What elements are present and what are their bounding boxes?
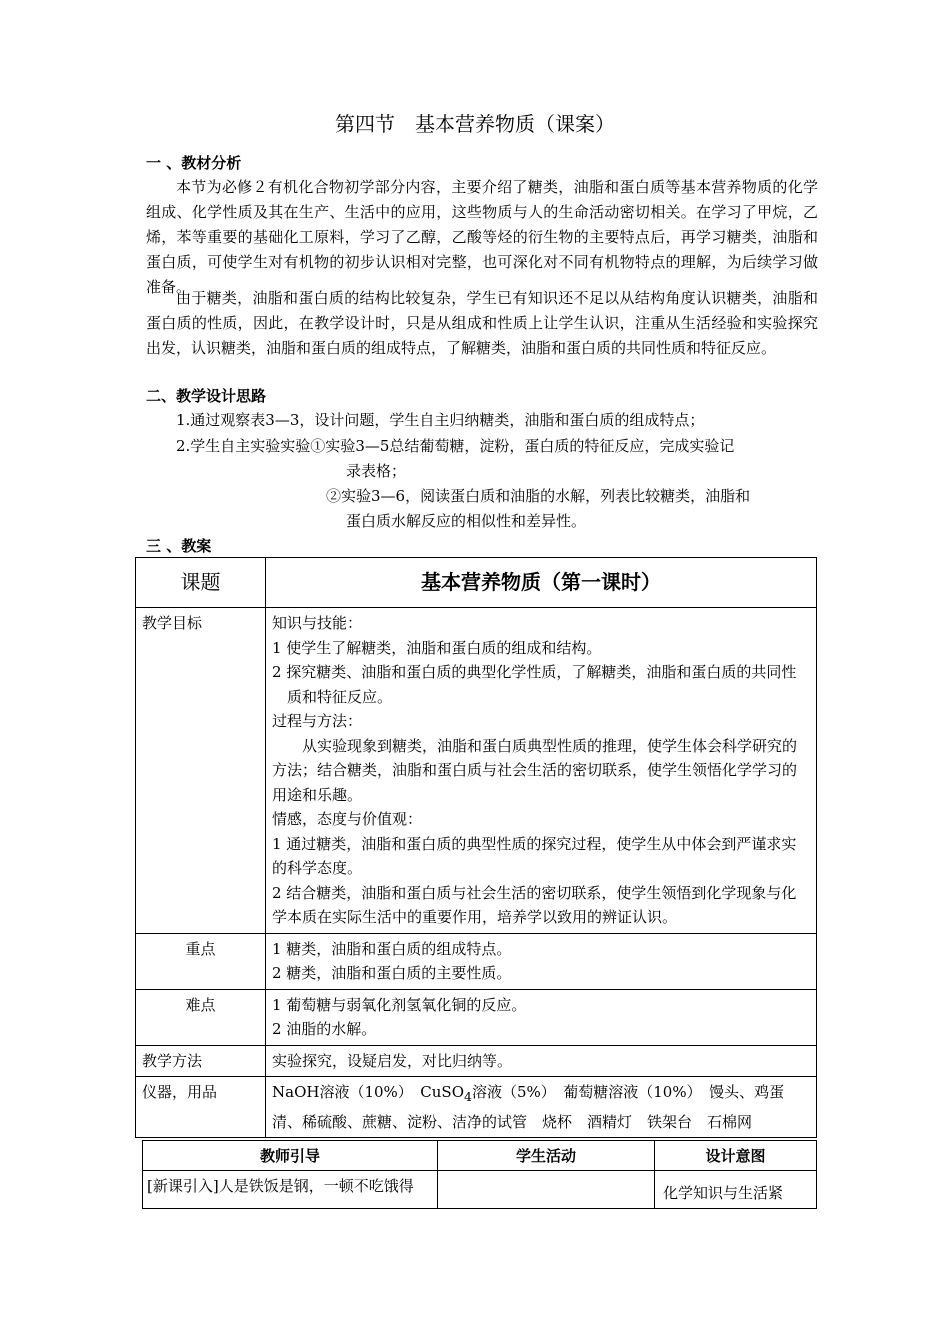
table-row <box>136 1045 817 1077</box>
goals-label: 教学目标 <box>136 608 266 934</box>
section-heading-analysis: 一 、教材分析 <box>146 154 242 172</box>
goals-knowledge-1: 1 使学生了解糖类，油脂和蛋白质的组成和结构。 <box>272 638 602 657</box>
instruments-cell <box>266 1077 817 1138</box>
lesson-plan-table <box>135 557 817 1138</box>
analysis-paragraph-2: 由于糖类，油脂和蛋白质的结构比较复杂，学生已有知识还不足以从结构角度认识糖类，油脂和蛋白质的性质，因此，在教学设计时，只是从组成和性质上让学生认识，注重从生活经验和实验探究出发，认识糖类，油脂和蛋白质的组成特点，了解糖类，油脂和蛋白质的共同性质和特征反应。 <box>146 289 818 357</box>
design-item-2: 2.学生自主实验实验①实验3—5总结葡萄糖，淀粉，蛋白质的特征反应，完成实验记 <box>176 437 735 455</box>
key-points-cell <box>266 933 817 989</box>
key-point-1: 1 糖类，油脂和蛋白质的组成特点。 <box>272 939 512 958</box>
key-points-label: 重点 <box>136 933 266 989</box>
column-header-student: 学生活动 <box>438 1141 655 1171</box>
table-row <box>136 933 817 989</box>
goals-emotion-2: 2 结合糖类，油脂和蛋白质与社会生活的密切联系，使学生领悟到化学现象与化学本质在实际生活中的重要作用，培养学以致用的辨证认识。 <box>272 883 797 926</box>
goals-knowledge-2: 2 探究糖类、油脂和蛋白质的典型化学性质，了解糖类，油脂和蛋白质的共同性质和特征反应。 <box>272 663 797 706</box>
intent-cell: 化学知识与生活紧 <box>655 1171 817 1209</box>
goals-emotion-1: 1 通过糖类，油脂和蛋白质的典型性质的探究过程，使学生从中体会到严谨求实的科学态度。 <box>272 834 797 877</box>
instruments-label: 仪器，用品 <box>136 1077 266 1138</box>
table-row <box>143 1171 817 1209</box>
teaching-process-table <box>142 1140 817 1209</box>
column-header-intent: 设计意图 <box>655 1141 817 1171</box>
goals-cell <box>266 608 817 934</box>
difficulties-cell <box>266 989 817 1045</box>
instruments-subscript: 4 <box>464 1089 472 1104</box>
design-item-2-cont: 录表格； <box>346 462 407 480</box>
method-label: 教学方法 <box>136 1045 266 1077</box>
goals-knowledge-heading: 知识与技能： <box>272 614 363 632</box>
goals-emotion-heading: 情感，态度与价值观： <box>272 810 423 828</box>
table-header-row <box>143 1141 817 1171</box>
method-value: 实验探究，设疑启发，对比归纳等。 <box>266 1045 817 1077</box>
difficulties-label: 难点 <box>136 989 266 1045</box>
column-header-teacher: 教师引导 <box>143 1141 438 1171</box>
analysis-paragraph-1: 本节为必修２有机化合物初学部分内容，主要介绍了糖类，油脂和蛋白质等基本营养物质的化学组成、化学性质及其在生产、生活中的应用，这些物质与人的生命活动密切相关。在学习了甲烷，乙烯，苯等重要的基础化工原料，学习了乙醇，乙酸等烃的衍生物的主要特点后，再学习糖类，油脂和蛋白质，可使学生对有机物的初步认识相对完整，也可深化对不同有机物特点的理解，为后续学习做准备。 <box>146 178 818 296</box>
table-row <box>136 1077 817 1138</box>
goals-process-1: 从实验现象到糖类，油脂和蛋白质典型性质的推理，使学生体会科学研究的方法；结合糖类，油脂和蛋白质与社会生活的密切联系，使学生领悟化学学习的用途和乐趣。 <box>272 736 798 804</box>
design-item-3: ②实验3—6，阅读蛋白质和油脂的水解，列表比较糖类，油脂和 <box>326 487 751 505</box>
section-heading-design: 二、教学设计思路 <box>146 387 267 405</box>
page-title: 第四节 基本营养物质（课案） <box>335 112 615 136</box>
goals-process-heading: 过程与方法： <box>272 712 363 730</box>
student-cell <box>438 1171 655 1209</box>
difficulty-1: 1 葡萄糖与弱氧化剂氢氧化铜的反应。 <box>272 995 527 1014</box>
key-point-2: 2 糖类，油脂和蛋白质的主要性质。 <box>272 964 512 982</box>
table-row <box>136 558 817 608</box>
design-item-3-cont: 蛋白质水解反应的相似性和差异性。 <box>346 512 587 530</box>
design-item-1: 1.通过观察表3—3，设计问题，学生自主归纳糖类，油脂和蛋白质的组成特点； <box>176 411 705 429</box>
topic-value: 基本营养物质（第一课时） <box>266 558 817 608</box>
difficulty-2: 2 油脂的水解。 <box>272 1020 377 1038</box>
section-heading-plan: 三 、教案 <box>146 537 212 555</box>
teacher-cell: [新课引入]人是铁饭是钢，一顿不吃饿得 <box>143 1171 438 1209</box>
instruments-part-a: NaOH溶液（10%） CuSO <box>272 1083 464 1101</box>
table-row <box>136 608 817 934</box>
table-row <box>136 989 817 1045</box>
topic-label: 课题 <box>136 558 266 608</box>
instruments-part-b: 溶液（5%） 葡萄糖溶液（10%） 馒头、鸡蛋清、稀硫酸、蔗糖、淀粉、洁净的试管 烧杯 酒精灯 铁架台 石棉网 <box>272 1083 785 1131</box>
